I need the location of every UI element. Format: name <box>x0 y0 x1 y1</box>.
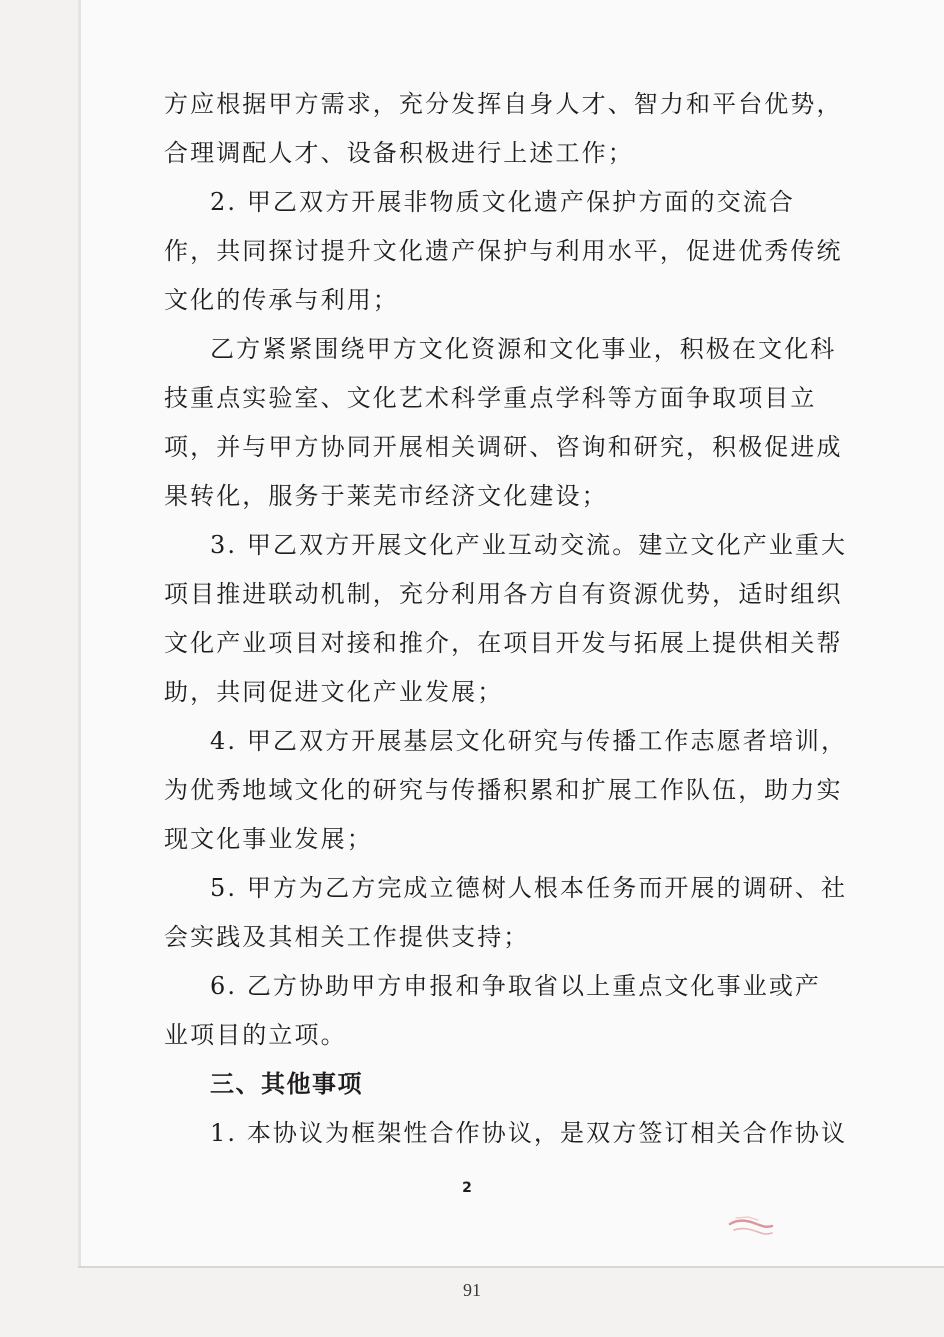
clause-2-line: 2. 甲乙双方开展非物质文化遗产保护方面的交流合 <box>210 188 795 216</box>
other-clause-1-line: 1. 本协议为框架性合作协议，是双方签订相关合作协议 <box>210 1119 848 1147</box>
text-line: 现文化事业发展； <box>164 825 373 853</box>
text-line: 作，共同探讨提升文化遗产保护与利用水平，促进优秀传统 <box>164 237 843 265</box>
paragraph-start-line: 乙方紧紧围绕甲方文化资源和文化事业，积极在文化科 <box>210 335 837 363</box>
text-line: 为优秀地域文化的研究与传播积累和扩展工作队伍，助力实 <box>164 776 843 804</box>
section-heading: 三、其他事项 <box>210 1070 363 1098</box>
text-line: 项目推进联动机制，充分利用各方自有资源优势，适时组织 <box>164 580 843 608</box>
clause-6-line: 6. 乙方协助甲方申报和争取省以上重点文化事业或产 <box>210 972 822 1000</box>
red-seal-fragment <box>728 1210 774 1240</box>
outer-page-number: 91 <box>463 1280 481 1300</box>
text-line: 方应根据甲方需求，充分发挥自身人才、智力和平台优势， <box>164 90 843 118</box>
document-body <box>164 80 848 1158</box>
text-line: 项，并与甲方协同开展相关调研、咨询和研究，积极促进成 <box>164 433 843 461</box>
text-line: 文化产业项目对接和推介，在项目开发与拓展上提供相关帮 <box>164 629 843 657</box>
text-line: 会实践及其相关工作提供支持； <box>164 923 530 951</box>
text-line: 助，共同促进文化产业发展； <box>164 678 504 706</box>
page-left-edge <box>78 0 81 1268</box>
text-line: 业项目的立项。 <box>164 1021 347 1049</box>
inner-page-number: 2 <box>462 1180 472 1196</box>
page-bottom-edge <box>78 1266 944 1268</box>
clause-3-line: 3. 甲乙双方开展文化产业互动交流。建立文化产业重大 <box>210 531 848 559</box>
text-line: 果转化，服务于莱芜市经济文化建设； <box>164 482 608 510</box>
text-line: 文化的传承与利用； <box>164 286 399 314</box>
text-line: 技重点实验室、文化艺术科学重点学科等方面争取项目立 <box>164 384 817 412</box>
clause-5-line: 5. 甲方为乙方完成立德树人根本任务而开展的调研、社 <box>210 874 848 902</box>
text-line: 合理调配人才、设备积极进行上述工作； <box>164 139 634 167</box>
clause-4-line: 4. 甲乙双方开展基层文化研究与传播工作志愿者培训， <box>210 727 848 755</box>
